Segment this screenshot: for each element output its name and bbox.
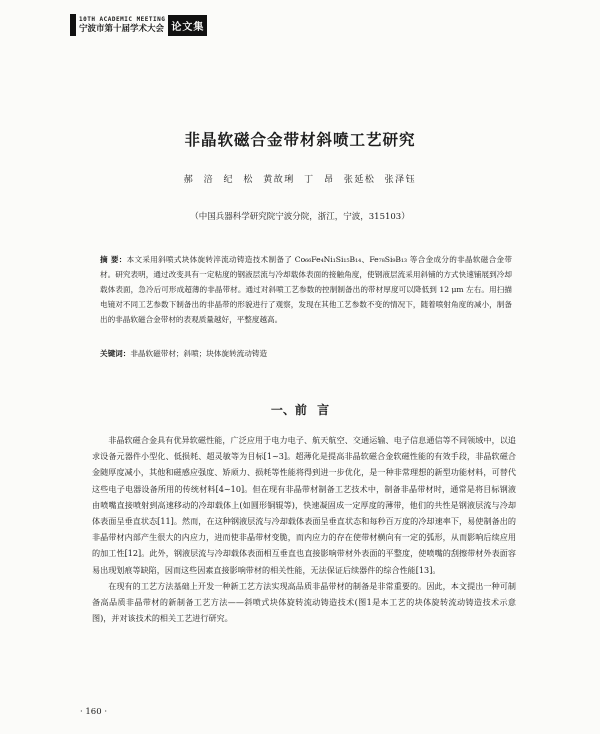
section-heading: 一、前 言: [270, 403, 330, 417]
paper-title: 非晶软磁合金带材斜喷工艺研究: [184, 131, 416, 149]
abstract-text: 本文采用斜喷式块体旋转淬流动铸造技术制备了 Co₆₆Fe₄Ni₁Si₁₅B₁₄、Fe₇₈Si₉B₁₃ 等合金成分的非晶软磁合金带材。研究表明，通过改变具有一定粘度的钢液层流与冷却载体表面的接触角度，使钢液层流采用斜铺的方式快速铺展到冷却载体表面，急冷后可形成超薄的非晶带材。通过对斜喷工艺参数的控制制备出的带材厚度可以降低到 12 μm 左右。用扫描电镜对不同工艺参数下制备出的非晶带的形貌进行了观察，发现在其他工艺参数不变的情况下，随着喷射角度的减小，制备出的非晶软磁合金带材的表观质量越好，平整度越高。: [100, 255, 512, 324]
header-text: [79, 17, 165, 34]
page-number: · 160 ·: [80, 707, 108, 717]
keywords: [100, 346, 512, 361]
abstract: [100, 252, 512, 327]
paragraph: 在现有的工艺方法基础上开发一种新工艺方法实现高品质非晶带材的制备是非常重要的。因此，本文提出一种可制备高品质非晶带材的新制备工艺方法——斜喷式块体旋转流动铸造技术(图1是本工艺的块体旋转流动铸造技术示意图)，并对该技术的相关工艺进行研究。: [92, 580, 516, 624]
header-english: 10TH ACADEMIC MEETING: [79, 15, 166, 23]
conference-header: [70, 14, 207, 36]
logo-icon: [70, 14, 76, 36]
paragraph: 非晶软磁合金具有优异软磁性能，广泛应用于电力电子、航天航空、交通运输、电子信息通信等不同领域中，以追求设备元器件小型化、低损耗、超灵敏等为目标[1~3]。超薄化是提高非晶软磁合金软磁性能的有效手段，非晶软磁合金随厚度减小，其他和磁感应强度、矫顽力、损耗等性能将得到进一步优化，是一种非常理想的新型功能材料，可替代这些电子电器设备所用的传统材料[4~10]。但在现有非晶带材制备工艺技术中，制备非晶带材时，通常是将目标钢液由喷嘴直接喷射到高速移动的冷却载体上(如圆形铜辊等)，快速凝固成一定厚度的薄带，他们的共性是钢液层流与冷却体表面呈垂直状态[11]。然而，在这种钢液层流与冷却载体表面呈垂直状态和每秒百万度的冷却速率下，易使制备出的非晶带材内部产生很大的内应力，进而使非晶带材变脆，而内应力的存在使带材横向有一定的弧形，从而影响后续应用的加工性[12]。此外，钢液层流与冷却载体表面相互垂直也直接影响带材外表面的平整度，使喷嘴的刮擦带材外表面容易出现划痕等缺陷，因而这些因素直接影响带材的相关性能，无法保证后续器件的综合性能[13]。: [92, 435, 516, 575]
affiliation: （中国兵器科学研究院宁波分院，浙江，宁波，315103）: [190, 212, 410, 222]
keywords-text: 非晶软磁带材；斜喷；块体旋转流动铸造: [130, 349, 268, 358]
header-chinese: 宁波市第十届学术大会: [79, 23, 165, 34]
authors: 郝 涪 纪 松 黄故琍 丁 昂 张延松 张泽钰: [183, 175, 417, 185]
body-text: [92, 432, 516, 626]
keywords-label: 关键词：: [100, 349, 131, 358]
header-badge: 论文集: [168, 15, 207, 36]
abstract-label: 摘 要：: [100, 255, 127, 264]
